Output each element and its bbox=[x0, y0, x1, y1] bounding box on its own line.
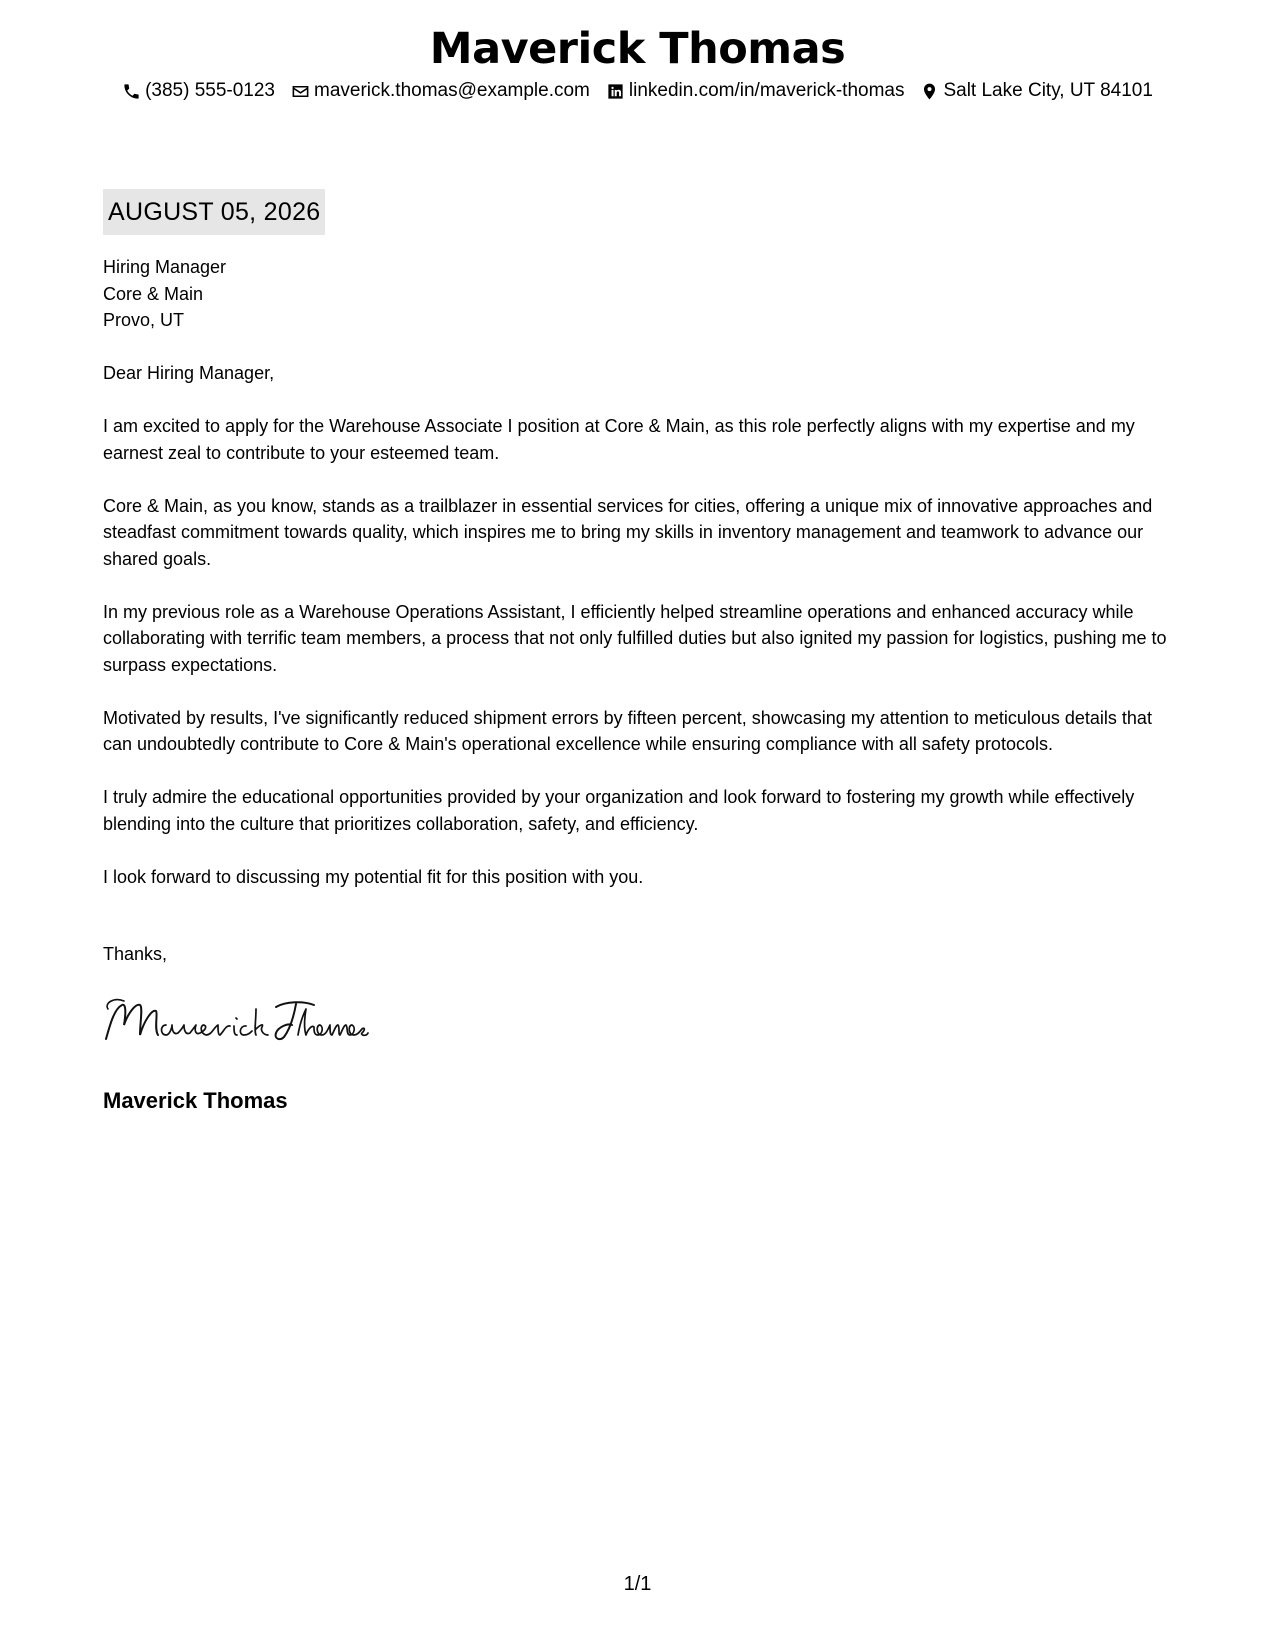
page-number: 1/1 bbox=[623, 1573, 652, 1595]
body-paragraph: In my previous role as a Warehouse Operations Assistant, I efficiently helped streamline operations and enhanced accuracy while collaborating with terrific team members, a process that not only fulfilled duties but also ignited my passion for logistics, pushing me to surpass expectations. bbox=[103, 601, 1167, 675]
envelope-icon bbox=[291, 82, 310, 101]
contact-linkedin bbox=[606, 78, 905, 104]
recipient-company: Core & Main bbox=[103, 283, 204, 304]
body-paragraph: Motivated by results, I've significantly reduced shipment errors by fifteen percent, showcasing my attention to meticulous details that can undoubtedly contribute to Core & Main's operational excellence while ensuring compliance with all safety protocols. bbox=[103, 707, 1152, 754]
applicant-name-heading: Maverick Thomas bbox=[429, 24, 846, 74]
linkedin-url: linkedin.com/in/maverick-thomas bbox=[628, 80, 905, 101]
letter-body bbox=[103, 254, 1178, 994]
contact-info-row bbox=[0, 78, 1275, 104]
body-paragraph: Core & Main, as you know, stands as a trailblazer in essential services for cities, offering a unique mix of innovative approaches and steadfast commitment towards quality, which inspires me to bring my skills in inventory management and teamwork to advance our shared goals. bbox=[103, 495, 1153, 569]
location-text: Salt Lake City, UT 84101 bbox=[943, 80, 1153, 101]
salutation: Dear Hiring Manager, bbox=[103, 363, 275, 383]
recipient-location: Provo, UT bbox=[103, 310, 185, 330]
handwritten-signature bbox=[100, 995, 370, 1047]
recipient-title: Hiring Manager bbox=[103, 257, 227, 277]
phone-icon bbox=[122, 82, 141, 101]
signer-name: Maverick Thomas bbox=[103, 1088, 288, 1113]
closing-line: Thanks, bbox=[103, 944, 168, 964]
contact-phone bbox=[122, 78, 275, 104]
linkedin-icon bbox=[606, 82, 625, 101]
body-paragraph: I truly admire the educational opportunities provided by your organization and look forward to fostering my growth while effectively blending into the culture that prioritizes collaboration, safety, and efficiency. bbox=[103, 787, 1135, 834]
contact-location bbox=[920, 78, 1152, 104]
phone-number: (385) 555-0123 bbox=[145, 80, 275, 101]
body-paragraph: I look forward to discussing my potential fit for this position with you. bbox=[103, 866, 644, 887]
map-pin-icon bbox=[920, 82, 939, 101]
email-address: maverick.thomas@example.com bbox=[314, 80, 590, 101]
body-paragraph: I am excited to apply for the Warehouse Associate I position at Core & Main, as this role perfectly aligns with my expertise and my earnest zeal to contribute to your esteemed team. bbox=[103, 416, 1135, 463]
recipient-block bbox=[103, 254, 1178, 334]
contact-email bbox=[291, 78, 590, 104]
letter-date: AUGUST 05, 2026 bbox=[103, 189, 325, 235]
